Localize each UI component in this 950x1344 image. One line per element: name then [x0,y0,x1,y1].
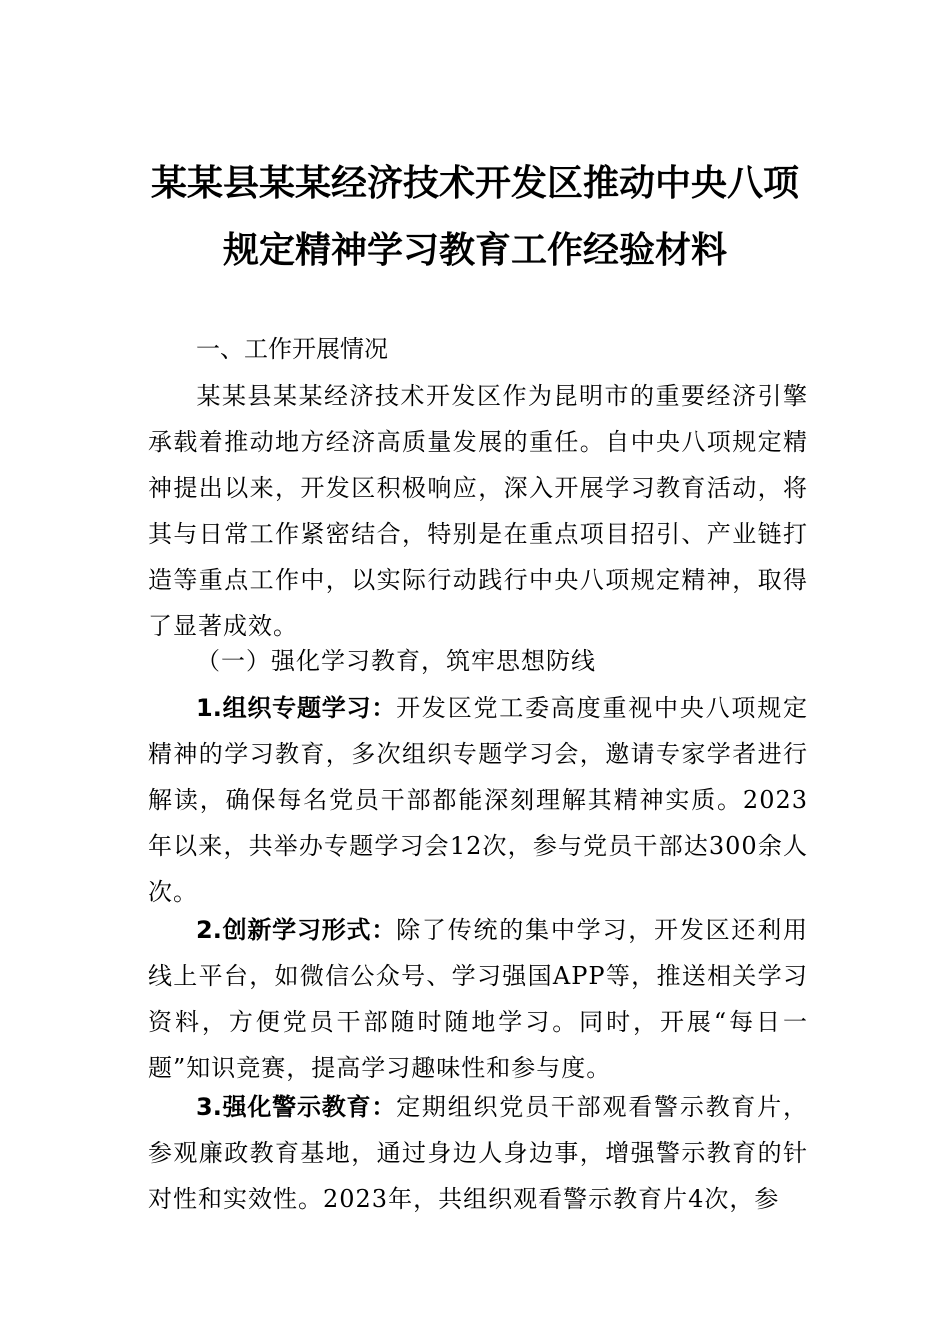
document-title-line-2: 规定精神学习教育工作经验材料 [222,230,727,271]
intro-paragraph [148,373,808,649]
list-item-text: 除了传统的集中学习，开发区还利用线上平台，如微信公众号、学习强国APP等，推送相关学习资料，方便党员干部随时随地学习。同时，开展“每日一题”知识竞赛，提高学习趣味性和参与度。 [148,916,808,1082]
section-heading-work-status: 一、工作开展情况 [196,335,388,363]
list-item-lead: 3.强化警示教育： [196,1093,397,1121]
list-item-lead: 1.组织专题学习： [196,694,397,722]
list-item-warning-education [148,1084,808,1222]
intro-paragraph-text: 某某县某某经济技术开发区作为昆明市的重要经济引擎承载着推动地方经济高质量发展的重任。自中央八项规定精神提出以来，开发区积极响应，深入开展学习教育活动，将其与日常工作紧密结合，特别是在重点项目招引、产业链打造等重点工作中，以实际行动践行中央八项规定精神，取得了显著成效。 [148,382,808,640]
document-title-line-1: 某某县某某经济技术开发区推动中央八项 [150,163,799,204]
list-item-lead: 2.创新学习形式： [196,916,397,944]
list-item-text: 开发区党工委高度重视中央八项规定精神的学习教育，多次组织专题学习会，邀请专家学者进行解读，确保每名党员干部都能深刻理解其精神实质。2023年以来，共举办专题学习会12次，参与党员干部达300余人次。 [148,694,808,906]
list-item-text: 定期组织党员干部观看警示教育片，参观廉政教育基地，通过身边人身边事，增强警示教育的针对性和实效性。2023年，共组织观看警示教育片4次，参 [148,1093,808,1213]
subsection-heading-study-education: （一）强化学习教育，筑牢思想防线 [196,647,596,675]
list-item-innovate-form [148,907,808,1091]
list-item-organize-study [148,685,808,915]
